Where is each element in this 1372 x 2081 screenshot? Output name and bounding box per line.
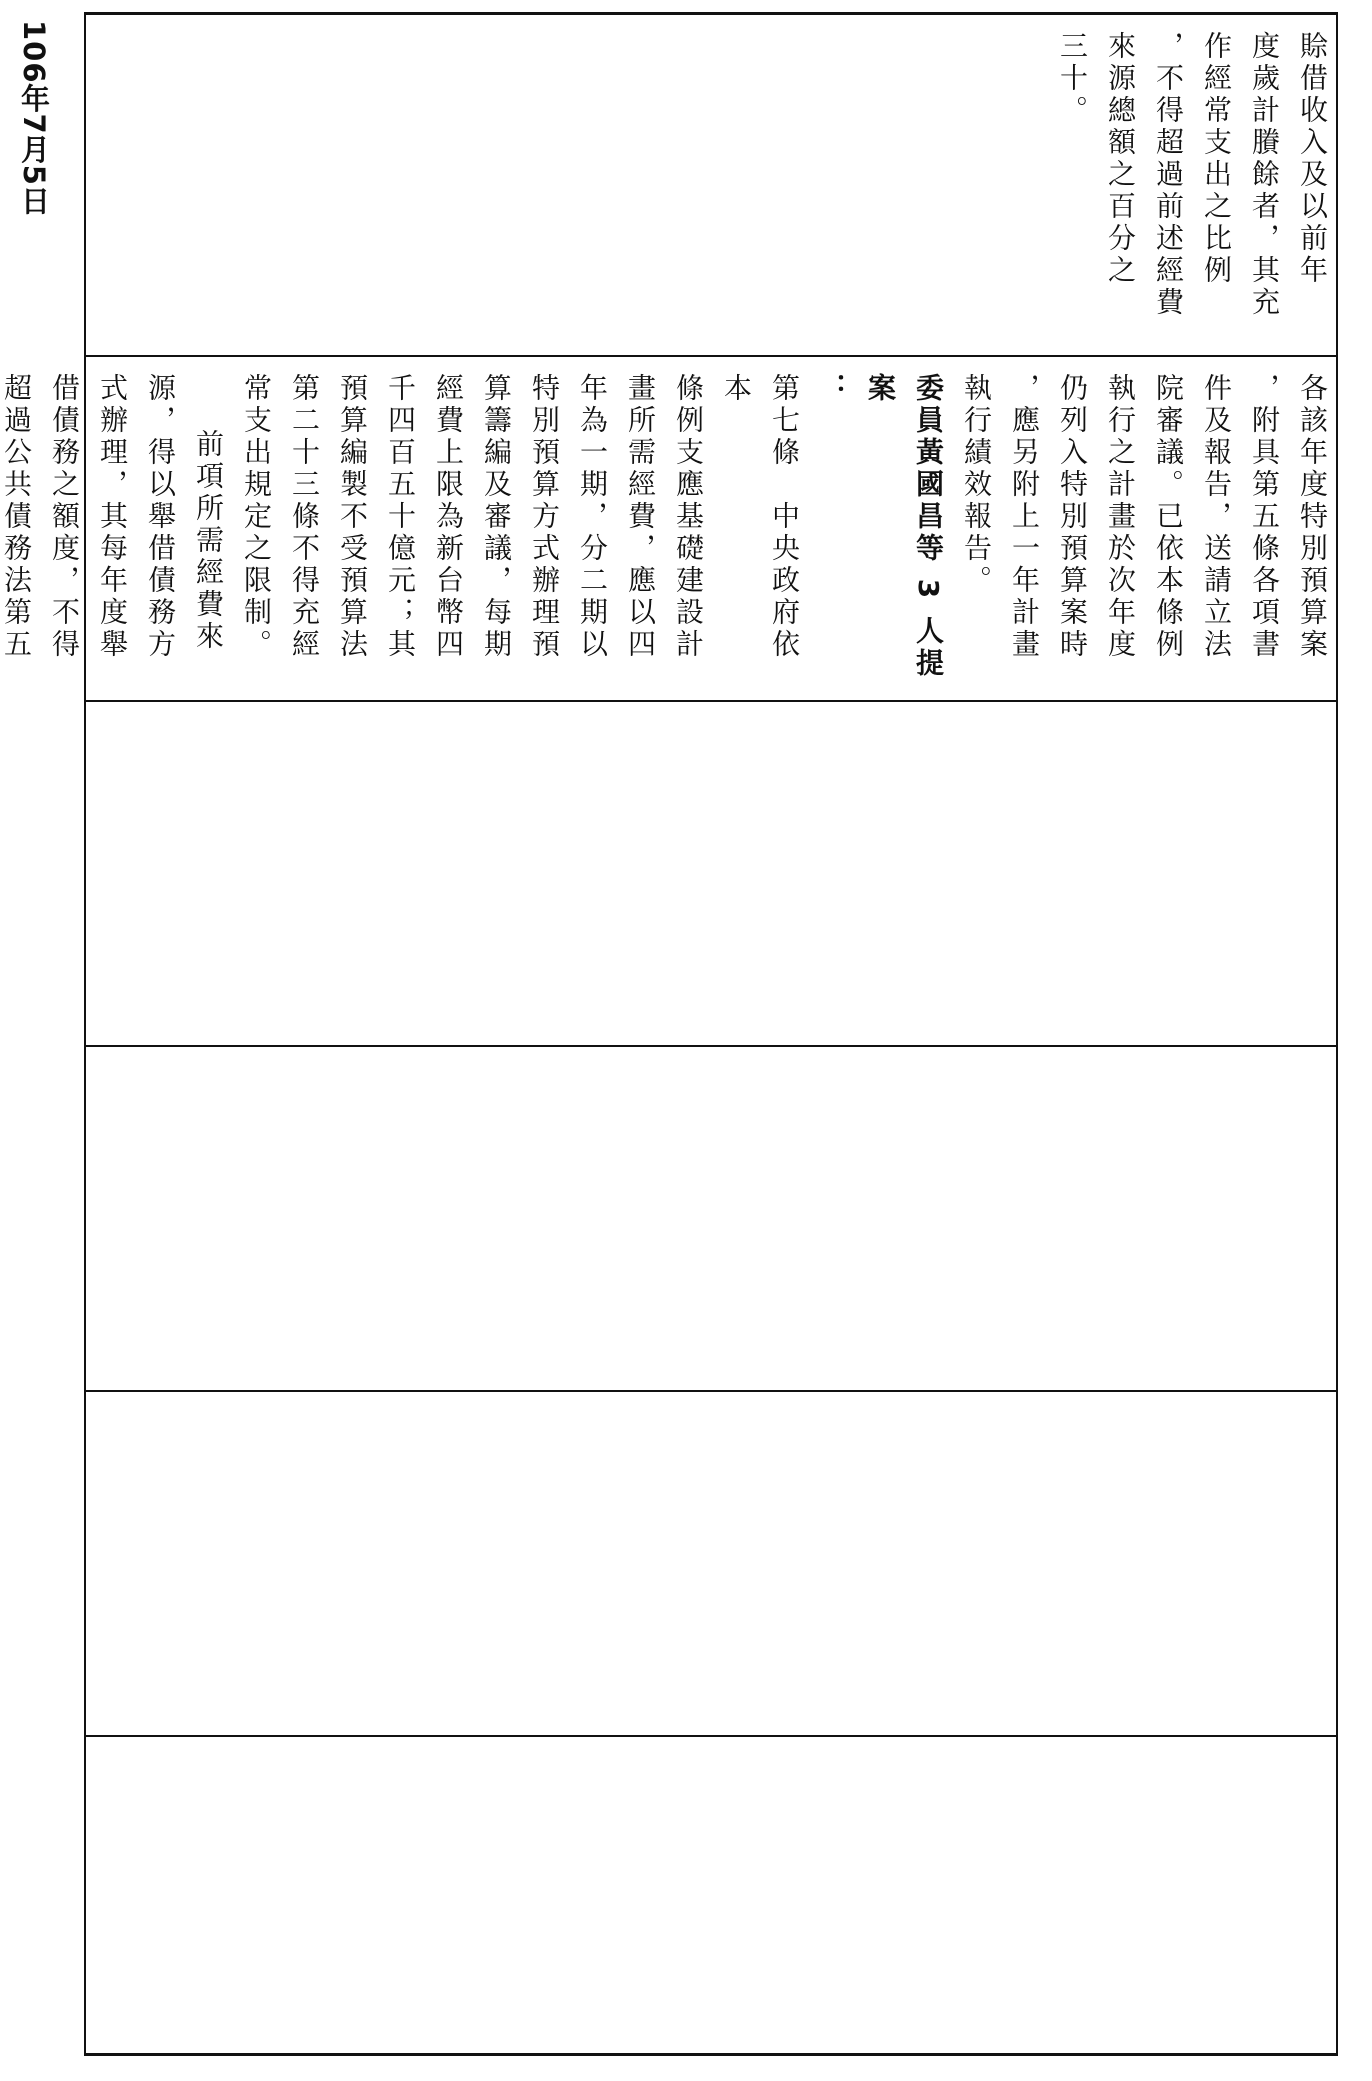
paragraph-line: 借債務之額度，不得 bbox=[48, 373, 81, 661]
article-line: 畫所需經費，應以四 bbox=[624, 373, 657, 661]
paragraph-line: 前項所需經費來 bbox=[192, 429, 225, 653]
text-line: 院審議。已依本條例 bbox=[1152, 373, 1185, 661]
proposal-colon: ： bbox=[816, 373, 849, 405]
text-line: 件及報告，送請立法 bbox=[1200, 373, 1233, 661]
paragraph-line: 式辦理，其每年度舉 bbox=[96, 373, 129, 661]
table-row-6 bbox=[86, 1737, 1336, 2053]
page-date-header: 106年7月5日 bbox=[17, 20, 51, 216]
table-row-4 bbox=[86, 1047, 1336, 1392]
article-line: 算籌編及審議，每期 bbox=[480, 373, 513, 661]
proposal-title: 委員黃國昌等 3 人提案 bbox=[864, 373, 945, 680]
article-line: 千四百五十億元；其 bbox=[384, 373, 417, 661]
article-line: 特別預算方式辦理預 bbox=[528, 373, 561, 661]
text-line: 度歲計賸餘者，其充 bbox=[1248, 31, 1281, 319]
text-line: 執行績效報告。 bbox=[960, 373, 993, 597]
text-line: 各該年度特別預算案 bbox=[1296, 373, 1329, 661]
table-row-5 bbox=[86, 1392, 1336, 1737]
paragraph-line: 超過公共債務法第五 bbox=[0, 373, 33, 661]
article-line: 第七條 中央政府依本 bbox=[720, 373, 801, 661]
text-line: 三十。 bbox=[1056, 31, 1089, 127]
text-line: ，附具第五條各項書 bbox=[1248, 373, 1281, 661]
article-line: 第二十三條不得充經 bbox=[288, 373, 321, 661]
table-row-1 bbox=[86, 15, 1336, 357]
text-line: 賒借收入及以前年 bbox=[1296, 31, 1329, 287]
article-line: 條例支應基礎建設計 bbox=[672, 373, 705, 661]
text-line: 來源總額之百分之 bbox=[1104, 31, 1137, 287]
article-line: 常支出規定之限制。 bbox=[240, 373, 273, 661]
row-2-text bbox=[0, 373, 1336, 692]
table-row-3 bbox=[86, 702, 1336, 1047]
article-line: 經費上限為新台幣四 bbox=[432, 373, 465, 661]
row-1-text bbox=[1048, 31, 1336, 347]
text-line: ，不得超過前述經費 bbox=[1152, 31, 1185, 319]
text-line: 仍列入特別預算案時 bbox=[1056, 373, 1089, 661]
table-row-2 bbox=[0, 357, 1336, 702]
paragraph-line: 源，得以舉借債務方 bbox=[144, 373, 177, 661]
article-line: 年為一期，分二期以 bbox=[576, 373, 609, 661]
text-line: 執行之計畫於次年度 bbox=[1104, 373, 1137, 661]
article-line: 預算編製不受預算法 bbox=[336, 373, 369, 661]
text-line: 作經常支出之比例 bbox=[1200, 31, 1233, 287]
text-line: ，應另附上一年計畫 bbox=[1008, 373, 1041, 661]
